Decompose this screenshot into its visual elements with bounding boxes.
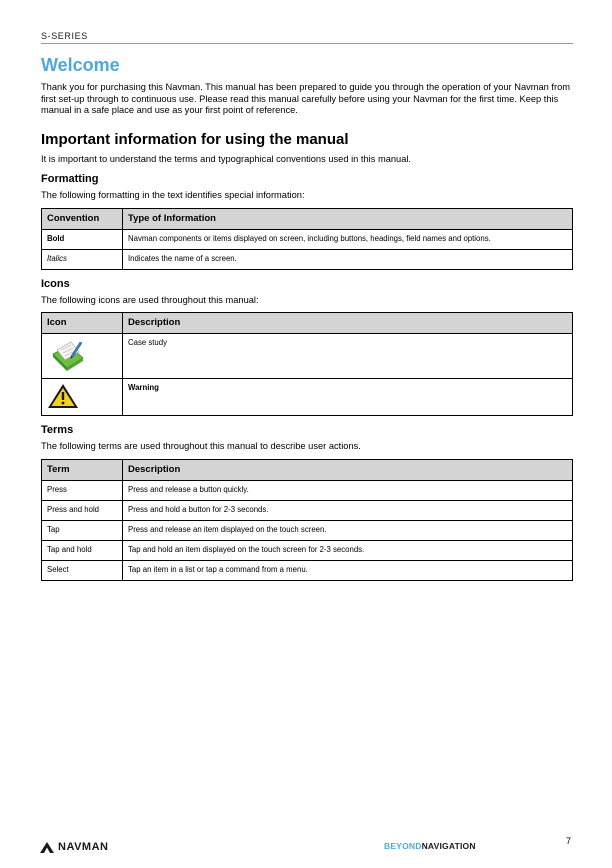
table-header-row <box>42 313 573 334</box>
terms-table <box>41 459 573 581</box>
icons-table <box>41 312 573 416</box>
footer-tagline <box>384 841 476 851</box>
information-cell: Navman components or items displayed on screen, including buttons, headings, field names and options. <box>123 229 573 249</box>
tagline-beyond: BEYOND <box>384 841 422 851</box>
column-header-type: Type of Information <box>123 208 573 229</box>
table-row <box>42 229 573 249</box>
description-cell: Warning <box>123 379 573 416</box>
warning-icon <box>47 383 79 409</box>
formatting-table <box>41 208 573 270</box>
table-row <box>42 334 573 379</box>
case-study-icon <box>47 338 87 372</box>
convention-cell: Italics <box>42 249 123 269</box>
column-header-convention: Convention <box>42 208 123 229</box>
table-row <box>42 560 573 580</box>
table-header-row <box>42 459 573 480</box>
column-header-description: Description <box>123 313 573 334</box>
term-cell: Press <box>42 480 123 500</box>
page-number: 7 <box>566 836 572 846</box>
welcome-heading: Welcome <box>41 55 120 75</box>
column-header-icon: Icon <box>42 313 123 334</box>
table-row <box>42 500 573 520</box>
description-cell: Press and hold a button for 2-3 seconds. <box>123 500 573 520</box>
header-rule <box>41 43 573 44</box>
information-cell: Indicates the name of a screen. <box>123 249 573 269</box>
description-cell: Press and release an item displayed on the touch screen. <box>123 520 573 540</box>
running-header: S-SERIES <box>41 31 88 41</box>
description-cell: Tap an item in a list or tap a command from a menu. <box>123 560 573 580</box>
navman-logo <box>40 841 108 853</box>
icon-cell <box>42 379 123 416</box>
icons-paragraph: The following icons are used throughout this manual: <box>41 294 259 305</box>
column-header-term: Term <box>42 459 123 480</box>
term-cell: Select <box>42 560 123 580</box>
important-heading: Important information for using the manual <box>41 130 349 148</box>
important-paragraph: It is important to understand the terms and typographical conventions used in this manual. <box>41 153 412 164</box>
term-cell: Tap <box>42 520 123 540</box>
table-row <box>42 520 573 540</box>
table-row <box>42 540 573 560</box>
icon-cell <box>42 334 123 379</box>
table-row <box>42 379 573 416</box>
terms-heading: Terms <box>41 424 74 436</box>
description-cell: Case study <box>123 334 573 379</box>
table-row <box>42 249 573 269</box>
table-header-row <box>42 208 573 229</box>
icons-heading: Icons <box>41 277 70 290</box>
welcome-paragraph: Thank you for purchasing this Navman. This manual has been prepared to guide you through the operation of your Navman from first set-up through to continuous use. Please read this manual carefully before using your Navman for the first time. Keep this manual in a safe place and use as your first point of reference. <box>41 82 571 115</box>
description-cell: Tap and hold an item displayed on the touch screen for 2-3 seconds. <box>123 540 573 560</box>
navman-logo-text: NAVMAN <box>58 841 109 853</box>
term-cell: Tap and hold <box>42 540 123 560</box>
page-content <box>41 55 573 581</box>
navman-mark-icon <box>40 842 54 853</box>
formatting-paragraph: The following formatting in the text identifies special information: <box>41 190 305 200</box>
term-cell: Press and hold <box>42 500 123 520</box>
column-header-description: Description <box>123 459 573 480</box>
convention-cell: Bold <box>42 229 123 249</box>
terms-paragraph: The following terms are used throughout this manual to describe user actions. <box>41 441 361 451</box>
tagline-navigation: NAVIGATION <box>421 841 476 851</box>
table-row <box>42 480 573 500</box>
formatting-heading: Formatting <box>41 173 99 185</box>
description-cell: Press and release a button quickly. <box>123 480 573 500</box>
